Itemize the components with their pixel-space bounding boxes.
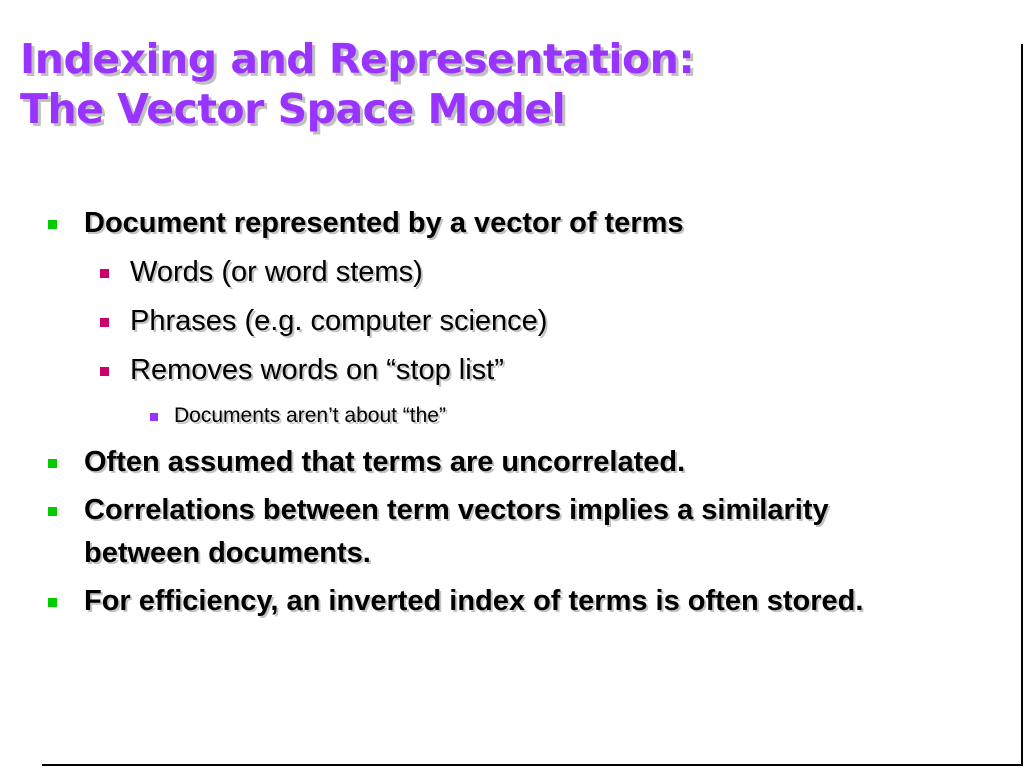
bullet-text: Often assumed that terms are uncorrelated. [84, 446, 686, 478]
bullet-text-line-2: between documents. [84, 537, 371, 569]
bullet-item-about-the [174, 401, 446, 431]
bullet-marker-level-2 [100, 367, 109, 376]
title-line-2: The Vector Space Model [20, 85, 566, 133]
bullet-marker-level-2 [100, 269, 109, 278]
bullet-marker-level-1 [48, 220, 57, 229]
bullet-item-document-vector [84, 202, 684, 245]
bullet-item-correlations [84, 489, 829, 575]
bullet-marker-level-1 [48, 598, 57, 607]
bullet-item-stop-list [130, 349, 504, 392]
bullet-item-words [130, 251, 423, 294]
bullet-item-inverted-index [84, 580, 863, 623]
bullet-text: Phrases (e.g. computer science) [130, 305, 548, 337]
bullet-marker-level-3 [150, 413, 158, 421]
bullet-text-line-1: Correlations between term vectors implies a similarity [84, 494, 829, 526]
bullet-item-uncorrelated [84, 441, 685, 484]
bullet-marker-level-1 [48, 459, 57, 468]
title-line-1: Indexing and Representation: [20, 35, 695, 83]
bullet-marker-level-2 [100, 318, 109, 327]
bullet-item-phrases [130, 300, 547, 343]
bullet-text: Documents aren’t about “the” [174, 404, 446, 427]
bullet-text: For efficiency, an inverted index of terms is often stored. [84, 585, 864, 617]
bullet-text: Document represented by a vector of terms [84, 207, 684, 239]
bullet-marker-level-1 [48, 507, 57, 516]
bullet-text: Words (or word stems) [130, 256, 423, 288]
bullet-text: Removes words on “stop list” [130, 354, 504, 386]
